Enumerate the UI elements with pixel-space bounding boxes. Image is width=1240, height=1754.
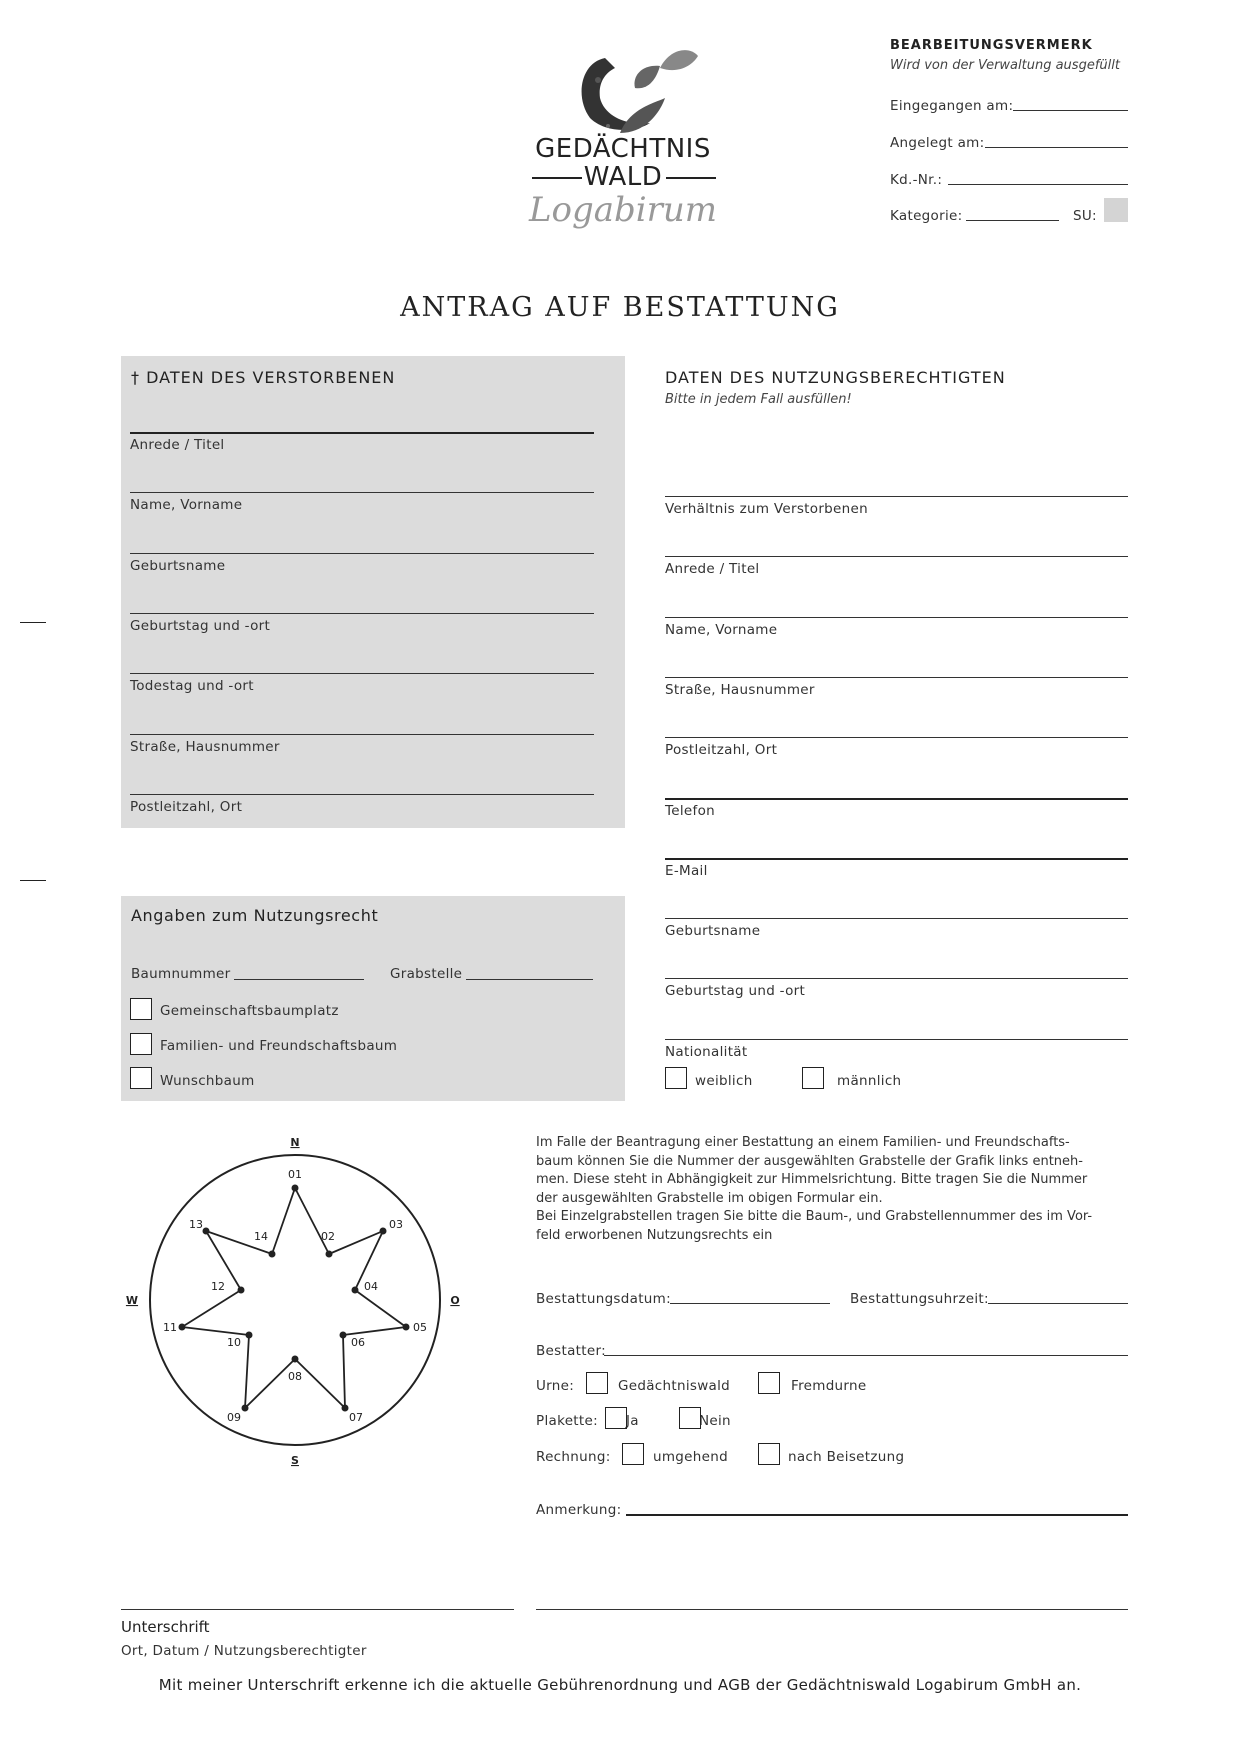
compass-east: O <box>450 1294 460 1307</box>
point-label-14: 14 <box>254 1230 268 1243</box>
holder-field-label-8: Geburtsname <box>665 923 761 940</box>
info-line: baum können Sie die Nummer der ausgewählten Grabstelle der Grafik links entneh- <box>536 1153 1083 1169</box>
admin-category-line[interactable] <box>966 220 1059 221</box>
grave-point-13[interactable] <box>203 1228 210 1235</box>
undertaker-line[interactable] <box>604 1355 1128 1356</box>
point-label-02: 02 <box>321 1230 335 1243</box>
info-line: Bei Einzelgrabstellen tragen Sie bitte die Baum-, und Grabstellennummer des im Vor- <box>536 1209 1093 1224</box>
admin-category-label: Kategorie: <box>890 208 963 224</box>
deceased-panel <box>121 356 625 828</box>
usage-title: Angaben zum Nutzungsrecht <box>131 906 379 925</box>
holder-input-line-7[interactable] <box>665 858 1128 860</box>
point-label-11: 11 <box>163 1321 177 1334</box>
undertaker-label: Bestatter: <box>536 1343 606 1359</box>
point-label-04: 04 <box>364 1280 378 1293</box>
logo-rule-right <box>666 177 716 179</box>
signature-statement: Mit meiner Unterschrift erkenne ich die aktuelle Gebührenordnung und AGB der Gedächtniswald Logabirum GmbH an. <box>158 1676 1082 1694</box>
holder-field-label-1: Verhältnis zum Verstorbenen <box>665 501 868 517</box>
signature-label: Unterschrift <box>121 1618 210 1636</box>
logo-leaf-icon <box>520 38 730 138</box>
option-wish-label: Wunschbaum <box>160 1073 255 1089</box>
urn-foreign-label: Fremdurne <box>791 1378 867 1394</box>
holder-field-label-3: Name, Vorname <box>665 621 778 638</box>
grave-point-10[interactable] <box>246 1332 253 1339</box>
holder-field-label-5: Postleitzahl, Ort <box>665 742 778 759</box>
invoice-after-checkbox[interactable] <box>758 1443 780 1465</box>
deceased-input-line-4[interactable] <box>130 613 594 614</box>
female-label: weiblich <box>695 1073 753 1089</box>
point-label-12: 12 <box>211 1280 225 1293</box>
grave-line[interactable] <box>466 979 593 980</box>
burial-date-line[interactable] <box>670 1303 830 1304</box>
logo-text-line2: WALD <box>583 162 663 192</box>
admin-su-box[interactable] <box>1104 198 1128 222</box>
admin-received-line[interactable] <box>1013 110 1128 111</box>
grave-point-05[interactable] <box>403 1324 410 1331</box>
holder-input-line-6[interactable] <box>665 798 1128 800</box>
deceased-title: † DATEN DES VERSTORBENEN <box>131 368 396 387</box>
point-label-05: 05 <box>413 1321 427 1334</box>
info-text <box>536 1134 1128 1245</box>
point-label-07: 07 <box>349 1411 363 1424</box>
option-community-label: Gemeinschaftsbaumplatz <box>160 1003 339 1019</box>
tree-number-line[interactable] <box>234 979 364 980</box>
option-family-label: Familien- und Freundschaftsbaum <box>160 1038 398 1054</box>
admin-su-label: SU: <box>1073 208 1097 224</box>
grave-point-04[interactable] <box>352 1287 359 1294</box>
holder-input-line-9[interactable] <box>665 978 1128 979</box>
holder-title: DATEN DES NUTZUNGSBERECHTIGTEN <box>665 368 1006 387</box>
crop-mark <box>20 622 46 623</box>
logo-text-line1: GEDÄCHTNIS <box>535 134 711 164</box>
deceased-input-line-5[interactable] <box>130 673 594 674</box>
compass-west: W <box>125 1294 139 1307</box>
holder-field-label-9: Geburtstag und -ort <box>665 983 806 1000</box>
admin-created-line[interactable] <box>985 147 1128 148</box>
deceased-input-line-3[interactable] <box>130 553 594 554</box>
deceased-field-label-2: Name, Vorname <box>130 497 243 514</box>
holder-input-line-10[interactable] <box>665 1039 1128 1040</box>
info-line: der ausgewählten Grabstelle im obigen Formular ein. <box>536 1190 883 1206</box>
plaque-no-checkbox[interactable] <box>679 1407 701 1429</box>
holder-input-line-4[interactable] <box>665 677 1128 678</box>
point-label-13: 13 <box>189 1218 203 1231</box>
plaque-yes-checkbox[interactable] <box>605 1407 627 1429</box>
burial-date-label: Bestattungsdatum: <box>536 1291 671 1307</box>
male-checkbox[interactable] <box>802 1067 824 1089</box>
deceased-field-label-3: Geburtsname <box>130 557 226 574</box>
invoice-after-label: nach Beisetzung <box>788 1449 905 1465</box>
plaque-no-label: Nein <box>699 1413 731 1429</box>
point-label-08: 08 <box>288 1370 302 1383</box>
grave-label: Grabstelle <box>390 966 463 982</box>
usage-panel <box>121 896 625 1101</box>
male-label: männlich <box>837 1073 902 1089</box>
invoice-immediate-checkbox[interactable] <box>622 1443 644 1465</box>
logo <box>520 38 730 243</box>
urn-memorial-label: Gedächtniswald <box>618 1378 731 1394</box>
grave-point-02[interactable] <box>326 1251 333 1258</box>
holder-input-line-2[interactable] <box>665 556 1128 557</box>
holder-field-label-7: E-Mail <box>665 862 708 879</box>
holder-input-line-3[interactable] <box>665 617 1128 618</box>
signature-line-left[interactable] <box>121 1609 514 1610</box>
holder-input-line-8[interactable] <box>665 918 1128 919</box>
admin-subtitle: Wird von der Verwaltung ausgefüllt <box>890 58 1120 73</box>
crop-mark <box>20 880 46 881</box>
urn-memorial-checkbox[interactable] <box>586 1372 608 1394</box>
holder-field-label-4: Straße, Hausnummer <box>665 681 815 698</box>
compass-diagram <box>118 1130 468 1475</box>
grave-point-14[interactable] <box>269 1251 276 1258</box>
deceased-input-line-1[interactable] <box>130 432 594 434</box>
holder-input-line-1[interactable] <box>665 496 1128 497</box>
holder-subtitle: Bitte in jedem Fall ausfüllen! <box>665 392 852 407</box>
plaque-yes-label: Ja <box>626 1413 639 1429</box>
option-family-checkbox[interactable] <box>130 1033 152 1055</box>
deceased-field-label-6: Straße, Hausnummer <box>130 738 280 755</box>
holder-field-label-6: Telefon <box>665 802 715 819</box>
deceased-field-label-7: Postleitzahl, Ort <box>130 798 243 815</box>
point-label-03: 03 <box>389 1218 403 1231</box>
deceased-input-line-7[interactable] <box>130 794 594 795</box>
grave-point-01[interactable] <box>292 1185 299 1192</box>
point-label-06: 06 <box>351 1336 365 1349</box>
grave-point-08[interactable] <box>292 1356 299 1363</box>
admin-received-label: Eingegangen am: <box>890 98 1014 114</box>
holder-field-label-10: Nationalität <box>665 1043 748 1060</box>
info-line: Im Falle der Beantragung einer Bestattung an einem Familien- und Freundschafts- <box>536 1135 1070 1150</box>
urn-label: Urne: <box>536 1378 575 1394</box>
point-label-09: 09 <box>227 1411 241 1424</box>
admin-customer-label: Kd.-Nr.: <box>890 172 943 188</box>
grave-point-09[interactable] <box>242 1405 249 1412</box>
option-wish-checkbox[interactable] <box>130 1067 152 1089</box>
burial-time-label: Bestattungsuhrzeit: <box>850 1291 989 1307</box>
grave-point-03[interactable] <box>380 1228 387 1235</box>
grave-point-11[interactable] <box>179 1324 186 1331</box>
compass-north: N <box>290 1136 300 1149</box>
info-line: feld erworbenen Nutzungsrechts ein <box>536 1227 773 1243</box>
logo-script: Logabirum <box>528 190 718 230</box>
point-label-10: 10 <box>227 1336 241 1349</box>
signature-line-right[interactable] <box>536 1609 1128 1610</box>
holder-field-label-2: Anrede / Titel <box>665 561 760 578</box>
urn-foreign-checkbox[interactable] <box>758 1372 780 1394</box>
grave-point-07[interactable] <box>342 1405 349 1412</box>
deceased-field-label-4: Geburtstag und -ort <box>130 617 271 634</box>
plaque-label: Plakette: <box>536 1413 598 1429</box>
option-community-checkbox[interactable] <box>130 998 152 1020</box>
grave-point-06[interactable] <box>340 1332 347 1339</box>
grave-point-12[interactable] <box>238 1287 245 1294</box>
point-label-01: 01 <box>288 1168 302 1181</box>
admin-customer-line[interactable] <box>948 184 1128 185</box>
remark-label: Anmerkung: <box>536 1502 622 1518</box>
info-line: men. Diese steht in Abhängigkeit zur Himmelsrichtung. Bitte tragen Sie die Nummer <box>536 1172 1088 1187</box>
burial-time-line[interactable] <box>988 1303 1128 1304</box>
tree-number-label: Baumnummer <box>131 966 231 982</box>
compass-south: S <box>291 1454 299 1467</box>
compass-circle <box>150 1155 440 1445</box>
admin-created-label: Angelegt am: <box>890 135 985 151</box>
deceased-input-line-6[interactable] <box>130 734 594 735</box>
deceased-field-label-5: Todestag und -ort <box>130 678 254 695</box>
signature-sublabel: Ort, Datum / Nutzungsberechtigter <box>121 1643 367 1659</box>
holder-input-line-5[interactable] <box>665 737 1128 738</box>
deceased-field-label-1: Anrede / Titel <box>130 437 225 453</box>
page-title: ANTRAG AUF BESTATTUNG <box>400 292 840 323</box>
invoice-immediate-label: umgehend <box>653 1449 728 1465</box>
female-checkbox[interactable] <box>665 1067 687 1089</box>
remark-line[interactable] <box>626 1514 1128 1516</box>
invoice-label: Rechnung: <box>536 1449 611 1465</box>
deceased-input-line-2[interactable] <box>130 492 594 493</box>
admin-title: BEARBEITUNGSVERMERK <box>890 38 1093 53</box>
